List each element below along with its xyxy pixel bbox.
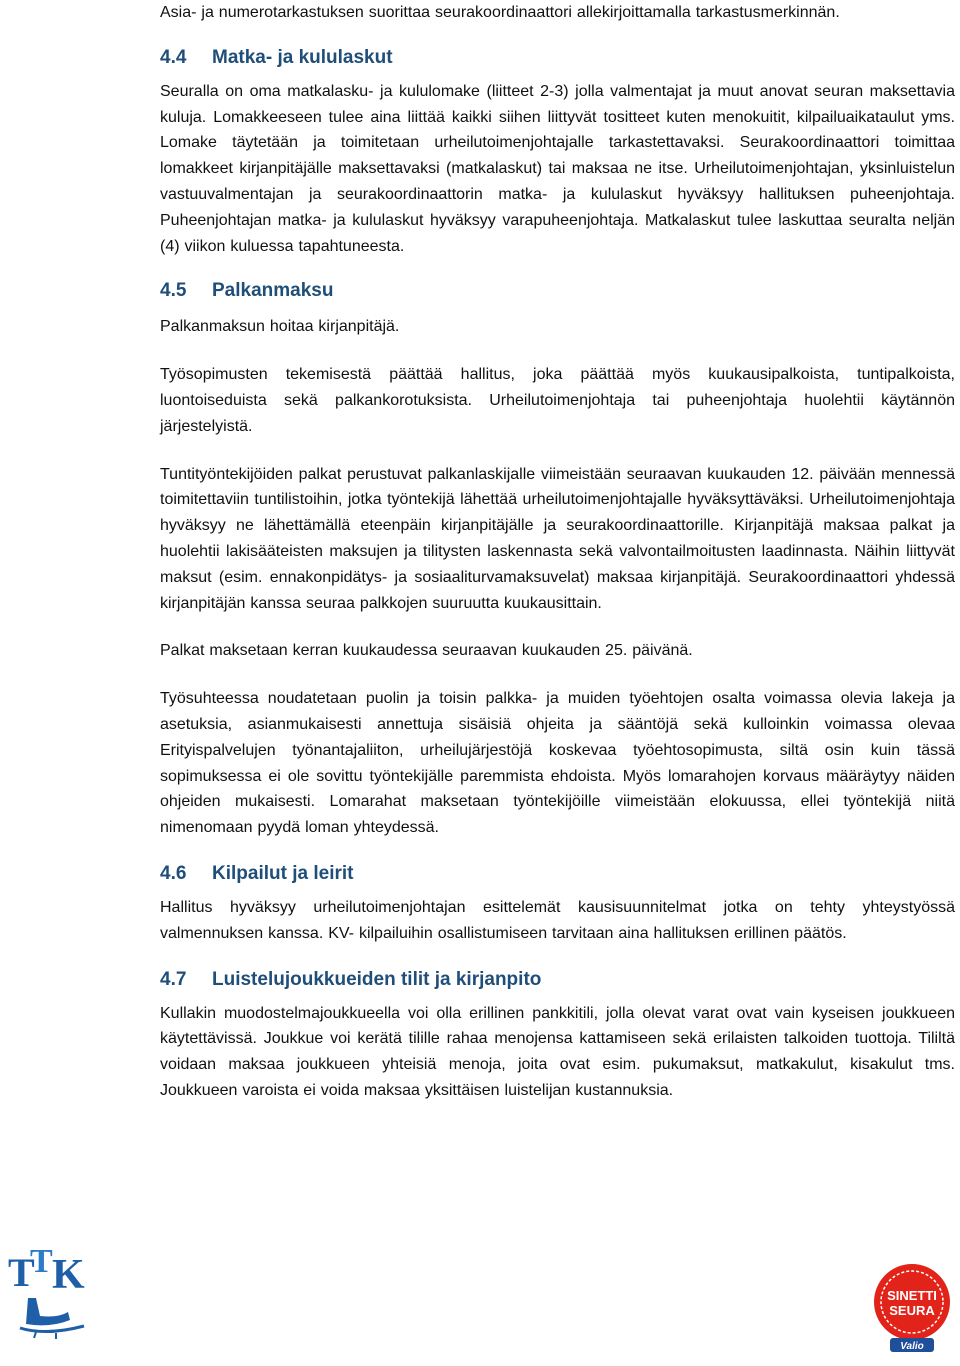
svg-text:Valio: Valio [900, 1341, 924, 1352]
ttk-logo [6, 1236, 96, 1346]
document-page [160, 0, 955, 1104]
svg-text:T: T [8, 1250, 35, 1295]
paragraph-team-accounts: Kullakin muodostelmajoukkueella voi olla erillinen pankkitili, jolla olevat varat ovat vain kyseisen joukkueen käytettävissä. Joukkue voi kerätä tilille rahaa menojensa kattamiseen sekä erilaisten talkoiden tuottoja. Tililtä voidaan maksaa joukkueen yhteisiä menoja, joita ovat esim. pukumaksut, matkakulut, kisakulut tms. Joukkueen varoista ei voida maksaa yksittäisen luistelijan kustannuksia. [160, 1004, 955, 1099]
heading-number: 4.6 [160, 862, 187, 884]
paragraph-hourly-wages: Tuntityöntekijöiden palkat perustuvat palkanlaskijalle viimeistään seuraavan kuukauden 12. päivään mennessä toimitettaviin tuntilistoihin, jotka työntekijä lähettää urheilutoimenjohtajalle hyväksyttäväksi. Urheilutoimenjohtaja hyväksyy ne lähettämällä eteenpäin kirjanpitäjälle ja seurakoordinaattorille. Kirjanpitäjä maksaa palkat ja huolehtii lakisääteisten maksujen ja tilitysten laskennasta sekä valvontailmoitusten laadinnasta. Näihin liittyvät maksut (esim. ennakonpidätys- ja sosiaaliturvamaksuvelat) maksaa kirjanpitäjä. Seurakoordinaattori yhdessä kirjanpitäjän kanssa seuraa palkkojen suuruutta kuukausittain. [160, 465, 955, 612]
svg-text:K: K [52, 1252, 85, 1298]
paragraph-employment-terms: Työsuhteessa noudatetaan puolin ja toisin palkka- ja muiden työehtojen osalta voimassa olevia lakeja ja asetuksia, asianmukaisesti annettuja sisäisiä ohjeita ja sääntöjä sekä kulloinkin voimassa olevaa Erityispalvelujen työnantajaliiton, urheilujärjestöjä koskevaa työehtosopimusta, siltä osin kuin tässä sopimuksessa ei ole sovittu työntekijälle paremmista ehdoista. Myös lomarahojen korvaus määräytyy näiden ohjeiden mukaisesti. Lomarahat maksetaan työntekijöille viimeistään elokuussa, ellei työntekijä niitä nimenomaan pyydä loman yhteydessä. [160, 690, 955, 837]
paragraph-payroll-accountant: Palkanmaksun hoitaa kirjanpitäjä. [160, 318, 400, 336]
heading-title: Matka- ja kululaskut [212, 46, 393, 68]
svg-text:SINETTI: SINETTI [887, 1288, 937, 1303]
heading-title: Palkanmaksu [212, 280, 334, 302]
heading-title: Kilpailut ja leirit [212, 862, 354, 884]
heading-title: Luistelujoukkueiden tilit ja kirjanpito [212, 968, 542, 990]
heading-number: 4.4 [160, 46, 187, 68]
heading-4-6 [160, 861, 955, 887]
paragraph-travel-expenses: Seuralla on oma matkalasku- ja kululomake (liitteet 2-3) jolla valmentajat ja muut anovat seuran maksettavia kuluja. Lomakkeeseen tulee aina liittää kaikki siihen liittyvät tositteet kuten menokuitit, kilpailuaikataulut yms. Lomake täytetään ja toimitetaan urheilutoimenjohtajalle tarkastettavaksi. Seurakoordinaattori toimittaa lomakkeet kirjanpitäjälle maksettavaksi (matkalaskut) tai maksaa ne itse. Urheilutoimenjohtajan, yksinluistelun vastuuvalmentajan ja seurakoordinaattorin matka- ja kululaskut hyväksyy hallituksen puheenjohtaja. Puheenjohtajan matka- ja kululaskut hyväksyy varapuheenjohtaja. Matkalaskut tulee laskuttaa seuralta neljän (4) viikon kuluessa tapahtuneesta. [160, 82, 955, 255]
heading-4-5 [160, 278, 955, 304]
paragraph-pay-day: Palkat maksetaan kerran kuukaudessa seuraavan kuukauden 25. päivänä. [160, 642, 693, 660]
heading-number: 4.7 [160, 968, 187, 990]
svg-text:SEURA: SEURA [889, 1303, 935, 1318]
paragraph-numbering-check: Asia- ja numerotarkastuksen suorittaa seurakoordinaattori allekirjoittamalla tarkastusmerkinnän. [160, 4, 840, 21]
paragraph-competitions: Hallitus hyväksyy urheilutoimenjohtajan esittelemät kausisuunnitelmat jotka on tehty yhteystyössä valmennuksen kanssa. KV- kilpailuihin osallistumiseen tarvitaan aina hallituksen erillinen päätös. [160, 898, 955, 942]
paragraph-employment-contracts: Työsopimusten tekemisestä päättää hallitus, joka päättää myös kuukausipalkoista, tuntipalkoista, luontoiseduista sekä palkankorotuksista. Urheilutoimenjohtaja tai puheenjohtaja huolehtii käytännön järjestelyistä. [160, 366, 955, 435]
heading-number: 4.5 [160, 280, 187, 302]
sinetti-seura-badge [870, 1262, 954, 1354]
heading-4-7 [160, 967, 955, 993]
svg-text:T: T [30, 1243, 53, 1280]
heading-4-4 [160, 45, 955, 71]
